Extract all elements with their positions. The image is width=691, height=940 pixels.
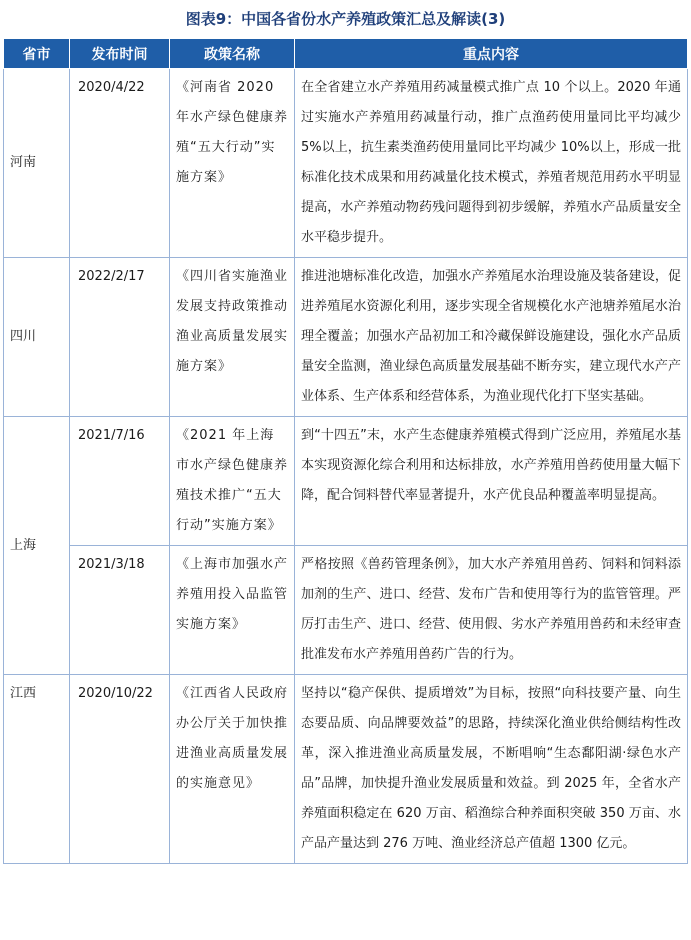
table-header-row xyxy=(4,39,688,69)
content-cell: 在全省建立水产养殖用药减量模式推广点 10 个以上。2020 年通过实施水产养殖用药减量行动，推广点渔药使用量同比平均减少 5%以上，抗生素类渔药使用量同比平均减少 10%以上，形成一批标准化技术成果和用药减量化技术模式，养殖者规范用药水平明显提高，水产养殖动物药残问题得到初步缓解，养殖水产品质量安全水平稳步提升。 xyxy=(295,69,688,258)
content-cell: 推进池塘标准化改造，加强水产养殖尾水治理设施及装备建设，促进养殖尾水资源化利用，逐步实现全省规模化水产池塘养殖尾水治理全覆盖；加强水产品初加工和冷藏保鲜设施建设，强化水产品质量安全监测，渔业绿色高质量发展基础不断夯实，建立现代水产产业体系、生产体系和经营体系，为渔业现代化打下坚实基础。 xyxy=(295,258,688,417)
chart-title: 图表9：中国各省份水产养殖政策汇总及解读(3) xyxy=(185,10,506,28)
policy-table xyxy=(3,38,688,864)
date-cell: 2022/2/17 xyxy=(70,258,170,417)
date-cell: 2021/3/18 xyxy=(70,546,170,675)
header-province: 省市 xyxy=(4,39,70,69)
content-cell: 坚持以“稳产保供、提质增效”为目标，按照“向科技要产量、向生态要品质、向品牌要效益”的思路，持续深化渔业供给侧结构性改革，深入推进渔业高质量发展，不断唱响“生态鄱阳湖·绿色水产品”品牌，加快提升渔业发展质量和效益。到 2025 年，全省水产养殖面积稳定在 620 万亩、稻渔综合种养面积突破 350 万亩、水产品产量达到 276 万吨、渔业经济总产值超 1300 亿元。 xyxy=(295,675,688,864)
header-date: 发布时间 xyxy=(70,39,170,69)
header-policy-name: 政策名称 xyxy=(170,39,295,69)
content-cell: 严格按照《兽药管理条例》，加大水产养殖用兽药、饲料和饲料添加剂的生产、进口、经营、发布广告和使用等行为的监管管理。严厉打击生产、进口、经营、使用假、劣水产养殖用兽药和未经审查批准发布水产养殖用兽药广告的行为。 xyxy=(295,546,688,675)
date-cell: 2020/4/22 xyxy=(70,69,170,258)
date-cell: 2021/7/16 xyxy=(70,417,170,546)
policy-name-cell: 《河南省 2020 年水产绿色健康养殖“五大行动”实施方案》 xyxy=(170,69,295,258)
policy-name-cell: 《上海市加强水产养殖用投入品监管实施方案》 xyxy=(170,546,295,675)
province-cell: 河南 xyxy=(4,69,70,258)
province-cell: 江西 xyxy=(4,675,70,864)
policy-name-cell: 《2021 年上海市水产绿色健康养殖技术推广“五大行动”实施方案》 xyxy=(170,417,295,546)
header-key-content: 重点内容 xyxy=(295,39,688,69)
content-cell: 到“十四五”末，水产生态健康养殖模式得到广泛应用，养殖尾水基本实现资源化综合利用和达标排放，水产养殖用兽药使用量大幅下降，配合饲料替代率显著提升，水产优良品种覆盖率明显提高。 xyxy=(295,417,688,546)
province-cell: 四川 xyxy=(4,258,70,417)
table-row xyxy=(4,546,688,675)
table-row xyxy=(4,69,688,258)
date-cell: 2020/10/22 xyxy=(70,675,170,864)
table-row xyxy=(4,675,688,864)
policy-name-cell: 《四川省实施渔业发展支持政策推动渔业高质量发展实施方案》 xyxy=(170,258,295,417)
province-cell: 上海 xyxy=(4,417,70,675)
policy-name-cell: 《江西省人民政府办公厅关于加快推进渔业高质量发展的实施意见》 xyxy=(170,675,295,864)
table-row xyxy=(4,417,688,546)
table-row xyxy=(4,258,688,417)
